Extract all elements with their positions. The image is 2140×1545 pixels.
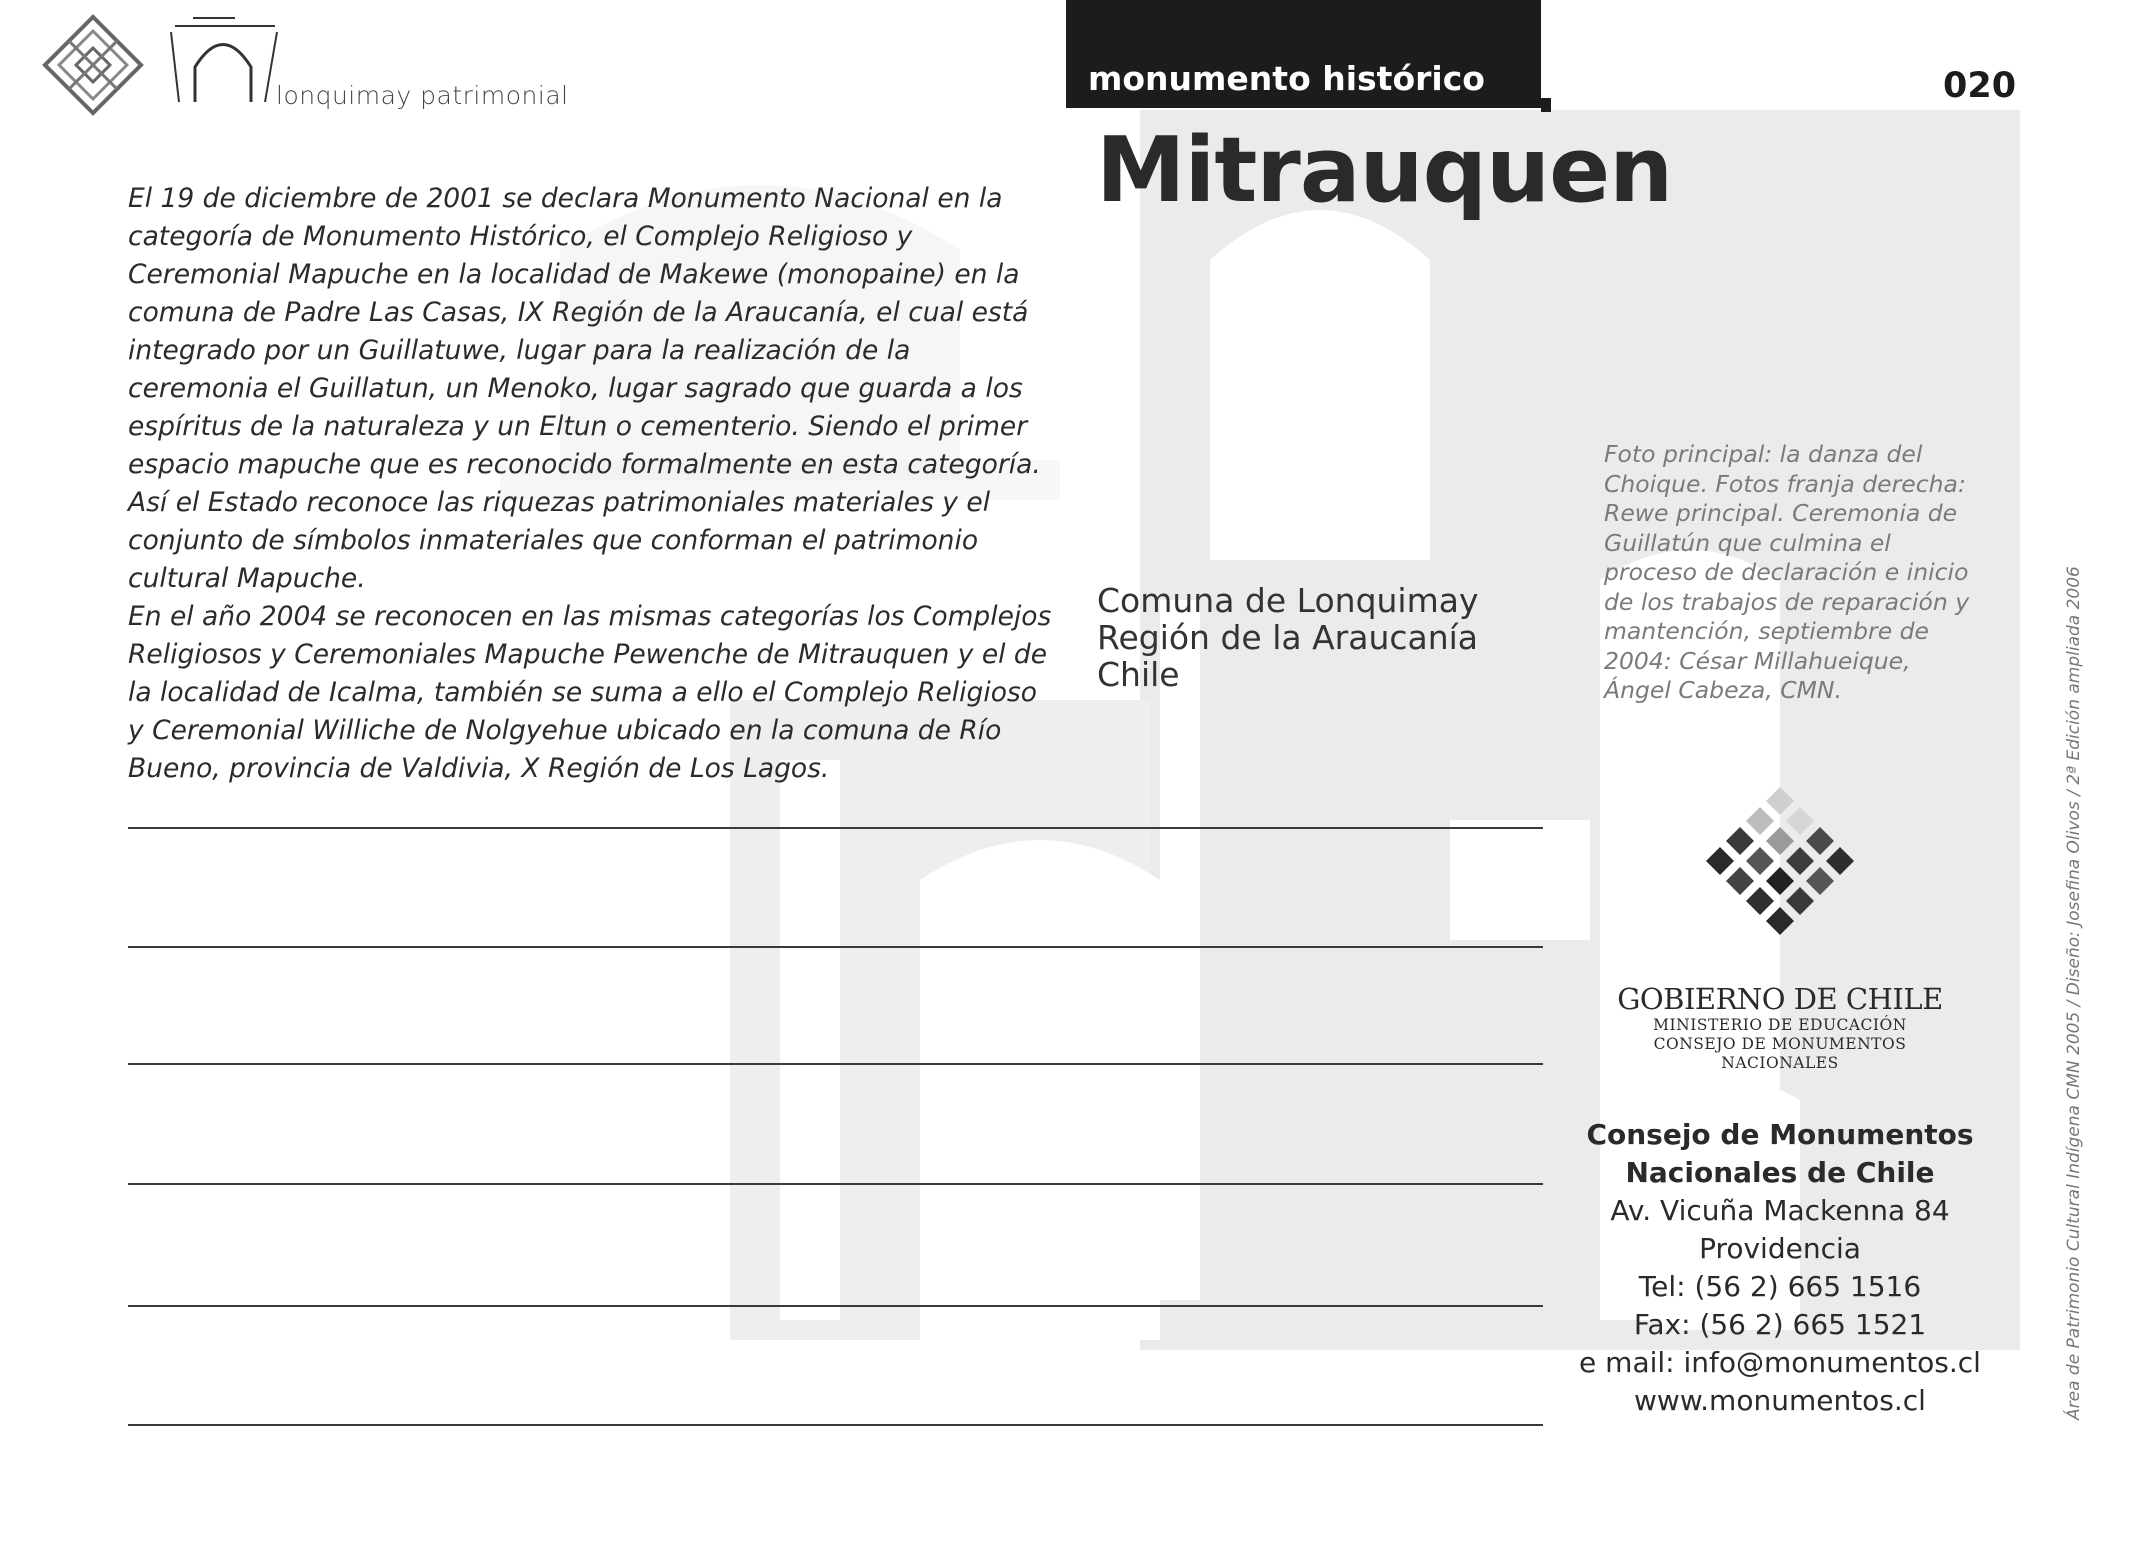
category-band [1066, 0, 1541, 108]
contact-block [1570, 1116, 1990, 1420]
telephone: Tel: (56 2) 665 1516 [1638, 1270, 1922, 1303]
category-label: monumento histórico [1088, 59, 1485, 98]
band-tail [1541, 98, 1551, 112]
location-country: Chile [1097, 655, 1180, 694]
body-text [128, 180, 1058, 788]
fax: Fax: (56 2) 665 1521 [1633, 1308, 1927, 1341]
location-comuna: Comuna de Lonquimay [1097, 581, 1479, 620]
district: Providencia [1699, 1232, 1861, 1265]
org-name: Consejo de Monumentos [1586, 1118, 1974, 1151]
brand-logo-text: lonquimay patrimonial [276, 81, 569, 110]
photo-caption: Foto principal: la danza del Choique. Fotos franja derecha: Rewe principal. Ceremonia de Guillatún que culmina el proceso de declaración e inicio de los trabajos de reparación y mantención, septiembre de 2004: César Millahueique, Ángel Cabeza, CMN. [1604, 440, 1970, 704]
diamond-knot-logo-icon [38, 10, 148, 120]
page-number: 020 [1943, 66, 2017, 106]
government-title: GOBIERNO DE CHILE [1617, 982, 1943, 1016]
body-paragraph: El 19 de diciembre de 2001 se declara Monumento Nacional en la categoría de Monumento Histórico, el Complejo Religioso y Ceremonial Mapuche en la localidad de Makewe (monopaine) en la comuna de Padre Las Casas, IX Región de la Araucanía, el cual está integrado por un Guillatuwe, lugar para la realización de la ceremonia el Guillatun, un Menoko, lugar sagrado que guarda a los espíritus de la naturaleza y un Eltun o cementerio. Siendo el primer espacio mapuche que es reconocido formalmente en esta categoría. Así el Estado reconoce las riquezas patrimoniales materiales y el conjunto de símbolos inmateriales que conforman el patrimonio cultural Mapuche. [128, 183, 1041, 594]
address: Av. Vicuña Mackenna 84 [1610, 1194, 1950, 1227]
org-name-cont: Nacionales de Chile [1625, 1156, 1935, 1189]
writing-line [128, 1424, 1543, 1426]
location-region: Región de la Araucanía [1097, 618, 1479, 657]
writing-line [128, 827, 1543, 829]
government-council: CONSEJO DE MONUMENTOS [1653, 1035, 1907, 1053]
website: www.monumentos.cl [1634, 1384, 1926, 1417]
government-ministry: MINISTERIO DE EDUCACIÓN [1653, 1016, 1907, 1034]
gobierno-de-chile-logo-icon [1690, 785, 1870, 955]
writing-line [128, 1305, 1543, 1307]
page-title: Mitrauquen [1096, 118, 1673, 223]
design-credit: Área de Patrimonio Cultural Indígena CMN 2005 / Diseño: Josefina Olivos / 2ª Edición ampliada 2006 [2064, 566, 2084, 1420]
location-block [1097, 582, 1479, 693]
writing-line [128, 946, 1543, 948]
government-block [1600, 982, 1960, 1073]
government-council-cont: NACIONALES [1721, 1054, 1839, 1072]
writing-line [128, 1183, 1543, 1185]
writing-line [128, 1063, 1543, 1065]
body-paragraph: En el año 2004 se reconocen en las mismas categorías los Complejos Religiosos y Ceremoniales Mapuche Pewenche de Mitrauquen y el de la localidad de Icalma, también se suma a ello el Complejo Religioso y Ceremonial Williche de Nolgyehue ubicado en la comuna de Río Bueno, provincia de Valdivia, X Región de Los Lagos. [128, 601, 1052, 784]
email: e mail: info@monumentos.cl [1579, 1346, 1981, 1379]
arch-logo-icon [165, 12, 285, 107]
